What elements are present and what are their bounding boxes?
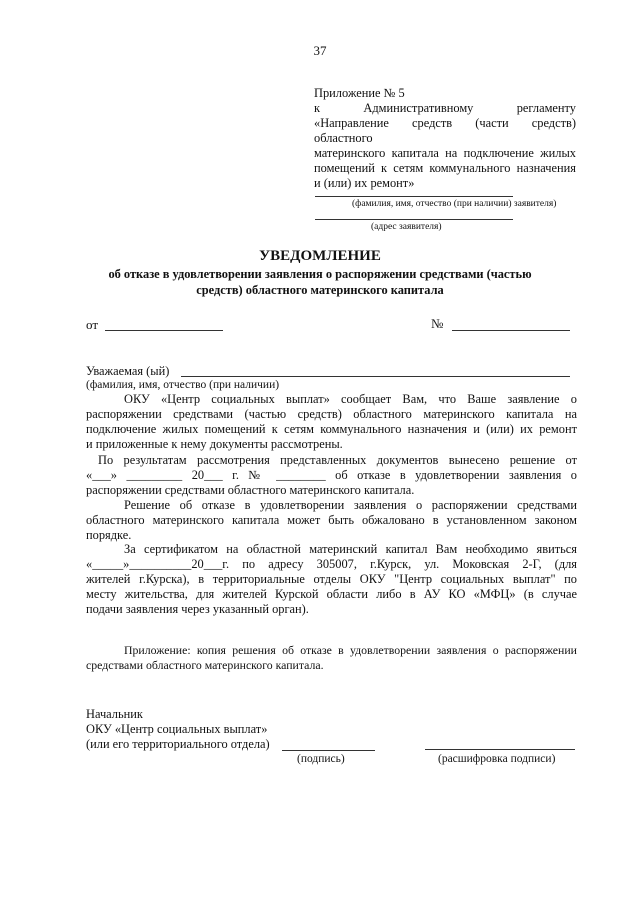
paragraph-line: распоряжении средствами (частью средств) областного материнского капитала на <box>86 407 577 421</box>
from-line <box>105 330 223 331</box>
applicant-name-line <box>315 196 513 197</box>
paragraph-line: По результатам рассмотрения представленных документов вынесено решение от <box>98 453 577 467</box>
paragraph-line: «___» _________ 20___ г. № ________ об отказе в удовлетворении заявления о <box>86 468 577 482</box>
paragraph-line: распоряжении средствами областного материнского капитала. <box>86 483 415 497</box>
signature-block <box>86 707 270 752</box>
number-label: № <box>431 316 444 331</box>
document-title: УВЕДОМЛЕНИЕ <box>259 248 381 264</box>
paragraph-line: «_____»__________20___г. по адресу 305007, г.Курск, ул. Моковская 2-Г, (для <box>86 557 577 571</box>
appendix-line: «Направление средств (части средств) областного <box>314 116 576 145</box>
decode-caption: (расшифровка подписи) <box>438 753 556 765</box>
paragraph-3 <box>86 498 577 543</box>
appendix-line: материнского капитала на подключение жилых <box>314 146 576 160</box>
greeting-caption: (фамилия, имя, отчество (при наличии) <box>86 379 280 391</box>
paragraph-line: месту жительства, для жителей Курской области либо в АУ КО «МФЦ» (в случае <box>86 587 577 601</box>
paragraph-4 <box>86 542 577 617</box>
paragraph-line: жителей г.Курска), в территориальные отделы ОКУ "Центр социальных выплат" по <box>86 572 577 586</box>
paragraph-line: подачи заявления через указанный орган). <box>86 602 309 616</box>
applicant-address-caption: (адрес заявителя) <box>371 222 442 232</box>
document-subtitle-line2: средств) областного материнского капитала <box>196 283 444 297</box>
greeting: Уважаемая (ый) <box>86 364 170 378</box>
applicant-address-line <box>315 219 513 220</box>
attachment-note <box>86 643 577 673</box>
document-subtitle-line1: об отказе в удовлетворении заявления о распоряжении средствами (частью <box>108 267 532 281</box>
applicant-name-caption: (фамилия, имя, отчество (при наличии) заявителя) <box>352 199 557 209</box>
appendix-line: к Административному регламенту <box>314 101 576 115</box>
attachment-line: Приложение: копия решения об отказе в удовлетворении заявления о распоряжении <box>124 643 577 657</box>
appendix-line: помещений к сетям коммунального назначения <box>314 161 576 175</box>
paragraph-line: подключение жилых помещений к сетям коммунального назначения и (или) их ремонт <box>86 422 577 436</box>
signature-caption: (подпись) <box>297 753 345 765</box>
number-line <box>452 330 570 331</box>
page-number: 37 <box>313 43 327 58</box>
appendix-line: и (или) их ремонт» <box>314 176 415 190</box>
paragraph-line: порядке. <box>86 528 132 542</box>
signatory-title: Начальник <box>86 707 143 721</box>
paragraph-1 <box>86 392 577 452</box>
appendix-line: Приложение № 5 <box>314 86 405 100</box>
appendix-block <box>314 86 576 191</box>
from-label: от <box>86 317 99 332</box>
paragraph-line: ОКУ «Центр социальных выплат» сообщает Вам, что Ваше заявление о <box>124 392 577 406</box>
decode-line <box>425 749 575 750</box>
signatory-organization: ОКУ «Центр социальных выплат» <box>86 722 268 736</box>
paragraph-line: областного материнского капитала может быть обжаловано в установленном законом <box>86 513 577 527</box>
signature-line <box>282 750 375 751</box>
paragraph-2 <box>86 453 577 498</box>
paragraph-line: За сертификатом на областной материнский капитал Вам необходимо явиться <box>124 542 577 556</box>
paragraph-line: Решение об отказе в удовлетворении заявления о распоряжении средствами <box>124 498 577 512</box>
signatory-department: (или его территориального отдела) <box>86 737 270 751</box>
greeting-line <box>181 376 570 377</box>
attachment-line: средствами областного материнского капитала. <box>86 658 324 672</box>
paragraph-line: и приложенные к нему документы рассмотрены. <box>86 437 343 451</box>
